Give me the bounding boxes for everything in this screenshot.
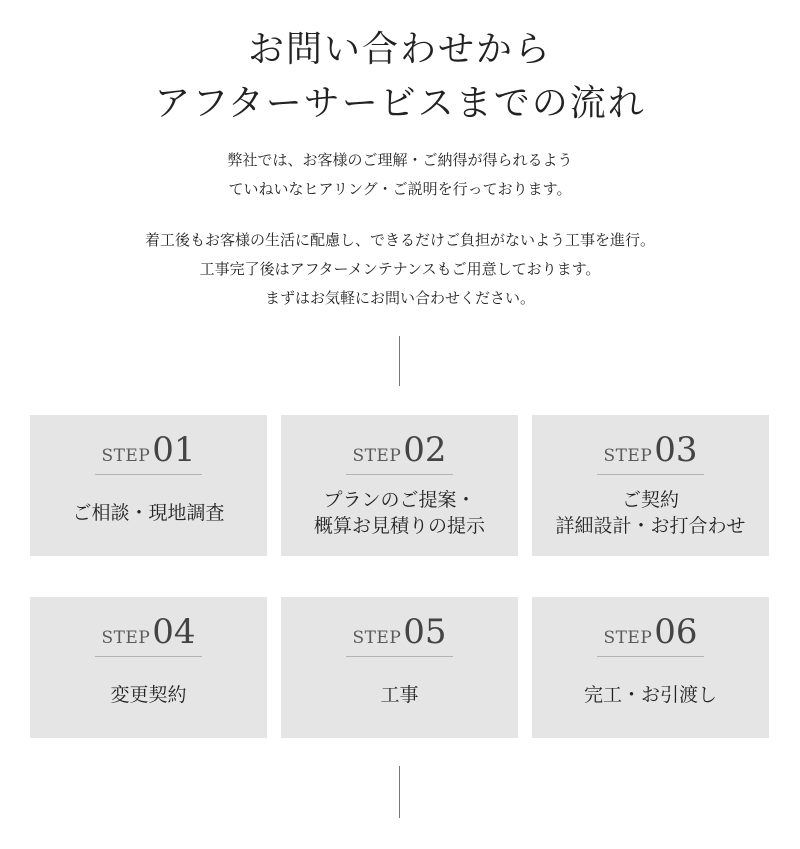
step-label: ご相談・現地調査 — [72, 502, 225, 524]
step-word: STEP — [352, 628, 402, 648]
step-label: 完工・お引渡し — [583, 684, 717, 706]
step-label: ご契約 詳細設計・お打合わせ — [555, 489, 746, 537]
step-card-06 — [532, 597, 769, 738]
step-word: STEP — [603, 446, 653, 466]
section-title-line-1: お問い合わせから — [247, 29, 552, 70]
step-number: 05 — [403, 612, 447, 652]
step-label: プランのご提案・ 概算お見積りの提示 — [313, 489, 485, 537]
step-card-02 — [281, 415, 518, 556]
step-number: 04 — [152, 612, 196, 652]
step-label: 工事 — [380, 684, 419, 706]
section-title-line-2: アフターサービスまでの流れ — [154, 83, 646, 124]
step-label: 変更契約 — [110, 684, 187, 706]
step-card-01 — [30, 415, 267, 556]
step-word: STEP — [101, 628, 151, 648]
divider-line-top — [399, 336, 400, 386]
step-heading — [532, 423, 769, 475]
step-card-03 — [532, 415, 769, 556]
step-word: STEP — [603, 628, 653, 648]
step-number: 03 — [654, 430, 698, 470]
step-heading — [30, 605, 267, 657]
step-word: STEP — [352, 446, 402, 466]
step-number: 01 — [152, 430, 196, 470]
step-heading — [532, 605, 769, 657]
step-card-04 — [30, 597, 267, 738]
intro-paragraph-1: 弊社では、お客様のご理解・ご納得が得られるよう ていねいなヒアリング・ご説明を行っております。 — [227, 151, 573, 198]
step-heading — [281, 423, 518, 475]
step-heading — [30, 423, 267, 475]
step-number: 06 — [654, 612, 698, 652]
step-heading — [281, 605, 518, 657]
divider-line-bottom — [399, 766, 400, 818]
step-card-05 — [281, 597, 518, 738]
step-word: STEP — [101, 446, 151, 466]
intro-paragraph-2: 着工後もお客様の生活に配慮し、できるだけご負担がないよう工事を進行。 工事完了後はアフターメンテナンスもご用意しております。 まずはお気軽にお問い合わせください。 — [144, 231, 655, 307]
step-number: 02 — [403, 430, 447, 470]
